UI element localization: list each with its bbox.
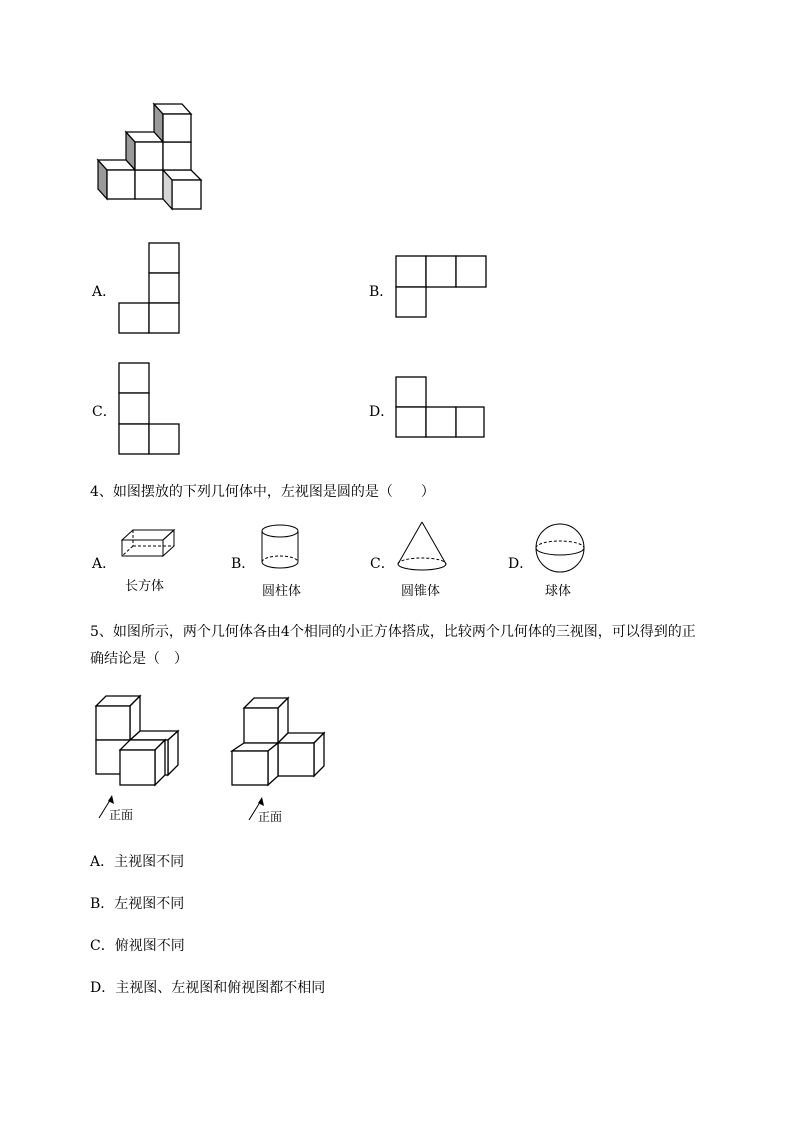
q5-option-d: D．主视图、左视图和俯视图都不相同 bbox=[90, 980, 326, 996]
q4-option-d-caption: 球体 bbox=[545, 584, 572, 599]
q5-option-b: B．左视图不同 bbox=[90, 896, 185, 912]
q5-stem-line1: 5、如图所示，两个几何体各由4个相同的小正方体搭成，比较两个几何体的三视图，可以得到的正 bbox=[90, 624, 696, 640]
q4-option-a-letter: A． bbox=[92, 556, 117, 572]
q5-option-c: C．俯视图不同 bbox=[90, 938, 185, 954]
q4-option-c-letter: C． bbox=[370, 556, 395, 572]
q4-option-c-caption: 圆锥体 bbox=[401, 584, 441, 599]
q3-option-c-letter: C． bbox=[92, 404, 117, 420]
q5-front-label-1: 正面 bbox=[109, 808, 134, 822]
q3-option-b-letter: B． bbox=[369, 284, 394, 300]
q5-option-a: A．主视图不同 bbox=[90, 854, 185, 870]
q5-stem-line2: 确结论是（ ） bbox=[90, 651, 188, 667]
q5-front-label-2: 正面 bbox=[258, 810, 283, 824]
q3-option-a-letter: A． bbox=[92, 284, 117, 300]
q4-option-a-caption: 长方体 bbox=[125, 579, 165, 594]
q4-option-b-letter: B． bbox=[231, 556, 256, 572]
q3-option-d-letter: D． bbox=[369, 404, 395, 420]
q4-option-b-caption: 圆柱体 bbox=[262, 584, 302, 599]
q4-option-d-letter: D． bbox=[508, 556, 534, 572]
q4-stem: 4、如图摆放的下列几何体中，左视图是圆的是（ ） bbox=[90, 484, 435, 500]
